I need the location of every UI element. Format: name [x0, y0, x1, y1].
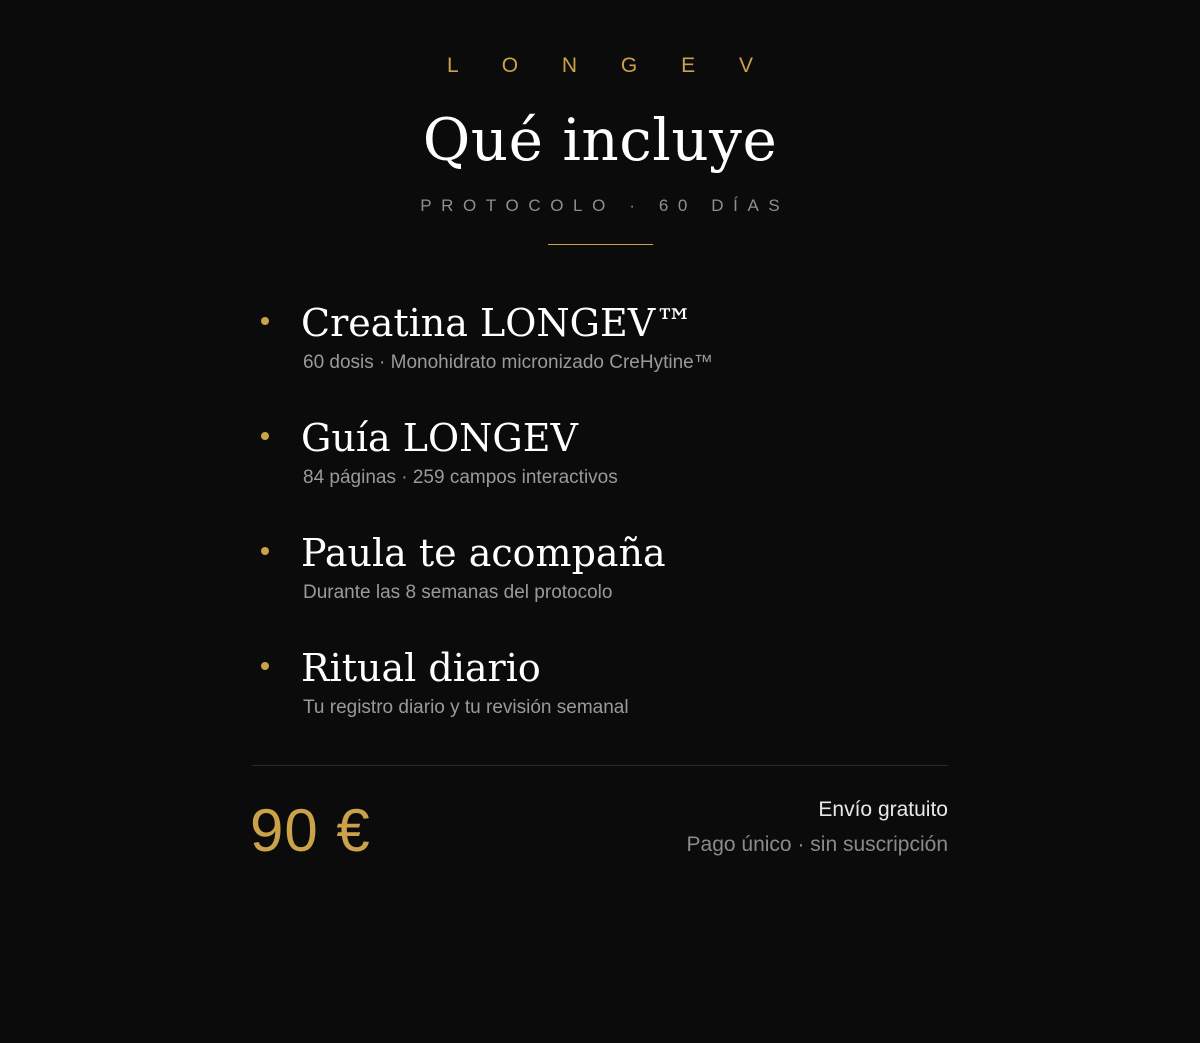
item-description: 84 páginas · 259 campos interactivos	[303, 467, 618, 488]
price: 90 €	[250, 797, 371, 864]
included-items-list	[252, 298, 948, 758]
brand-logo: L O N G E V	[447, 54, 772, 77]
item-title: Guía LONGEV	[301, 416, 578, 460]
page-subtitle: PROTOCOLO · 60 DÍAS	[420, 196, 790, 215]
shipping-note: Envío gratuito	[818, 798, 948, 821]
list-item	[252, 643, 948, 758]
bullet-dot-icon	[261, 317, 269, 325]
bullet-dot-icon	[261, 547, 269, 555]
list-item	[252, 528, 948, 643]
payment-note: Pago único · sin suscripción	[686, 833, 948, 856]
bullet-dot-icon	[261, 432, 269, 440]
item-description: Durante las 8 semanas del protocolo	[303, 582, 613, 603]
bullet-dot-icon	[261, 662, 269, 670]
item-title: Ritual diario	[301, 646, 541, 690]
item-title: Paula te acompaña	[301, 531, 666, 575]
pricing-divider	[252, 765, 948, 766]
item-description: Tu registro diario y tu revisión semanal	[303, 697, 629, 718]
list-item	[252, 298, 948, 413]
title-divider	[548, 244, 653, 245]
item-title: Creatina LONGEV™	[301, 301, 694, 345]
list-item	[252, 413, 948, 528]
item-description: 60 dosis · Monohidrato micronizado CreHytine™	[303, 352, 713, 373]
page-title: Qué incluye	[422, 106, 778, 174]
